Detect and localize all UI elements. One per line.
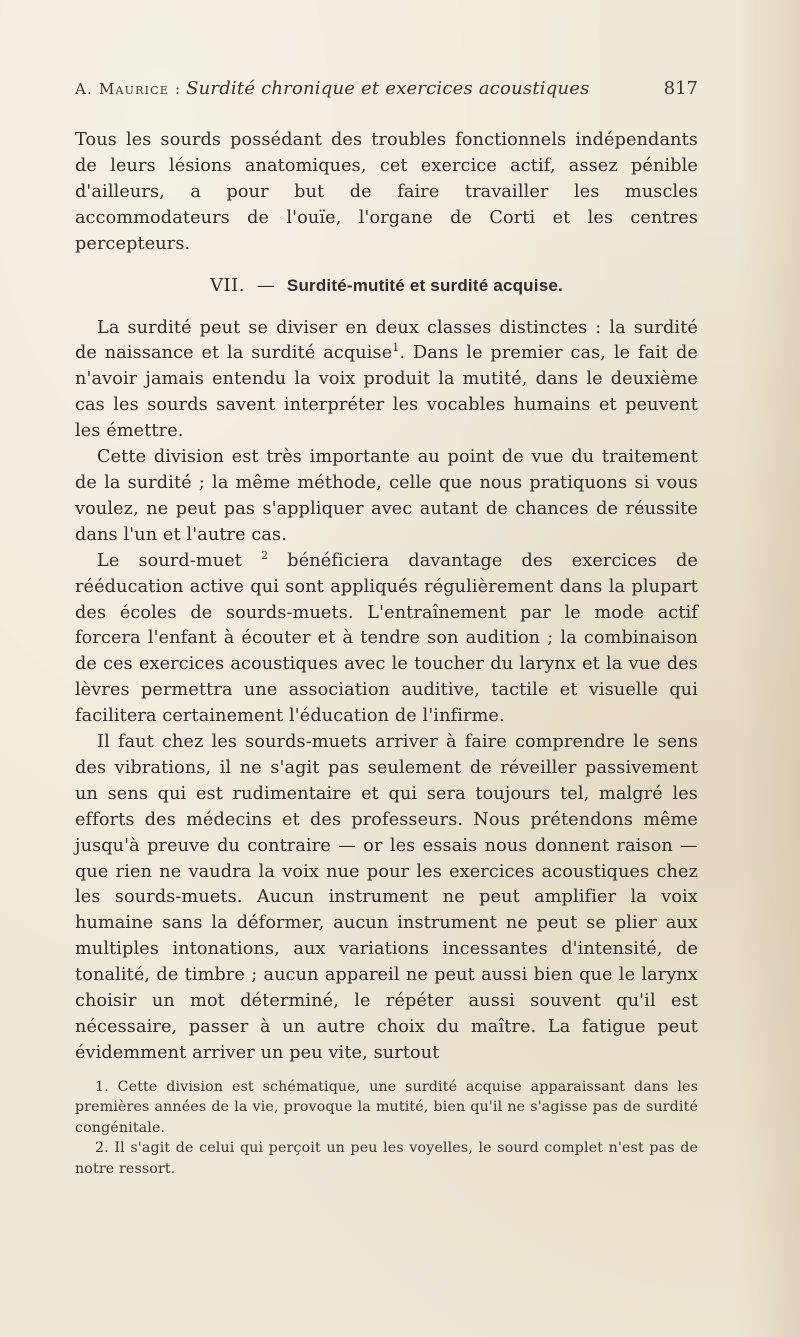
article-title: Surdité chronique et exercices acoustiques <box>186 78 590 99</box>
author-name: A. Maurice <box>75 80 170 98</box>
paragraph-1-text-a: La surdité peut se diviser en deux classes distinctes : la surdité de naissance et la surdité acquise <box>75 317 698 364</box>
book-page <box>75 78 698 1179</box>
footnote-2: 2. Il s'agit de celui qui perçoit un peu les voyelles, le sourd complet n'est pas de notre ressort. <box>75 1140 698 1177</box>
section-heading <box>75 274 698 298</box>
section-number: VII. <box>210 274 245 296</box>
paragraph-1 <box>75 316 698 446</box>
paragraph-3-text-a: Le sourd-muet <box>97 550 243 571</box>
footnote-1: 1. Cette division est schématique, une surdité acquise apparaissant dans les premières années de la vie, provoque la mutité, bien qu'il ne s'agisse pas de surdité congénitale. <box>75 1078 698 1136</box>
paragraph-1-text-b: . Dans le premier cas, le fait de n'avoir jamais entendu la voix produit la mutité, dans le deuxième cas les sourds savent interpréter les vocables humains et peuvent les émettre. <box>75 343 698 442</box>
running-head <box>75 78 698 108</box>
footnote-ref-1: 1 <box>392 341 400 355</box>
paragraph-4: Il faut chez les sourds-muets arriver à faire comprendre le sens des vibrations, il ne s'agit pas seulement de réveiller passivement un sens qui est rudimentaire et qui sera toujours tel, malgré les efforts des médecins et des professeurs. Nous prétendons même jusqu'à preuve du contraire — or les essais nous donnent raison — que rien ne vaudra la voix nue pour les exercices acoustiques chez les sourds-muets. Aucun instrument ne peut amplifier la voix humaine sans la déformer, aucun instrument ne peut se plier aux multiples intonations, aux variations incessantes d'intensité, de tonalité, de timbre ; aucun appareil ne peut aussi bien que le larynx choisir un mot déterminé, le répéter aussi souvent qu'il est nécessaire, passer à un autre choix du maître. La fatigue peut évidemment arriver un peu vite, surtout <box>75 732 698 1063</box>
paragraph-intro: Tous les sourds possédant des troubles fonctionnels indépendants de leurs lésions anatomiques, cet exercice actif, assez pénible d'ailleurs, a pour but de faire travailler les muscles accommodateurs de l'ouïe, l'organe de Corti et les centres percepteurs. <box>75 130 698 254</box>
footnote-ref-2: 2 <box>261 548 269 562</box>
footnotes <box>75 1077 698 1180</box>
section-title: Surdité-mutité et surdité acquise. <box>286 275 563 295</box>
page-number: 817 <box>663 78 698 99</box>
running-head-left <box>75 78 590 99</box>
paragraph-3-text-b: bénéficiera davantage des exercices de rééducation active qui sont appliqués régulièrement dans la plupart des écoles de sourds-muets. L'entraînement par le mode actif forcera l'enfant à écouter et à tendre son audition ; la combinaison de ces exercices acoustiques avec le toucher du larynx et la vue des lèvres permettra une association auditive, tactile et visuelle qui facilitera certainement l'éducation de l'infirme. <box>75 550 698 727</box>
paragraph-3 <box>75 549 698 730</box>
paragraph-2: Cette division est très importante au point de vue du traitement de la surdité ; la même méthode, celle que nous pratiquons si vous voulez, ne peut pas s'appliquer avec autant de chances de réussite dans l'un et l'autre cas. <box>75 447 698 545</box>
section-dash: — <box>256 274 276 296</box>
body-text <box>75 128 698 1067</box>
running-head-separator: : <box>175 80 181 98</box>
